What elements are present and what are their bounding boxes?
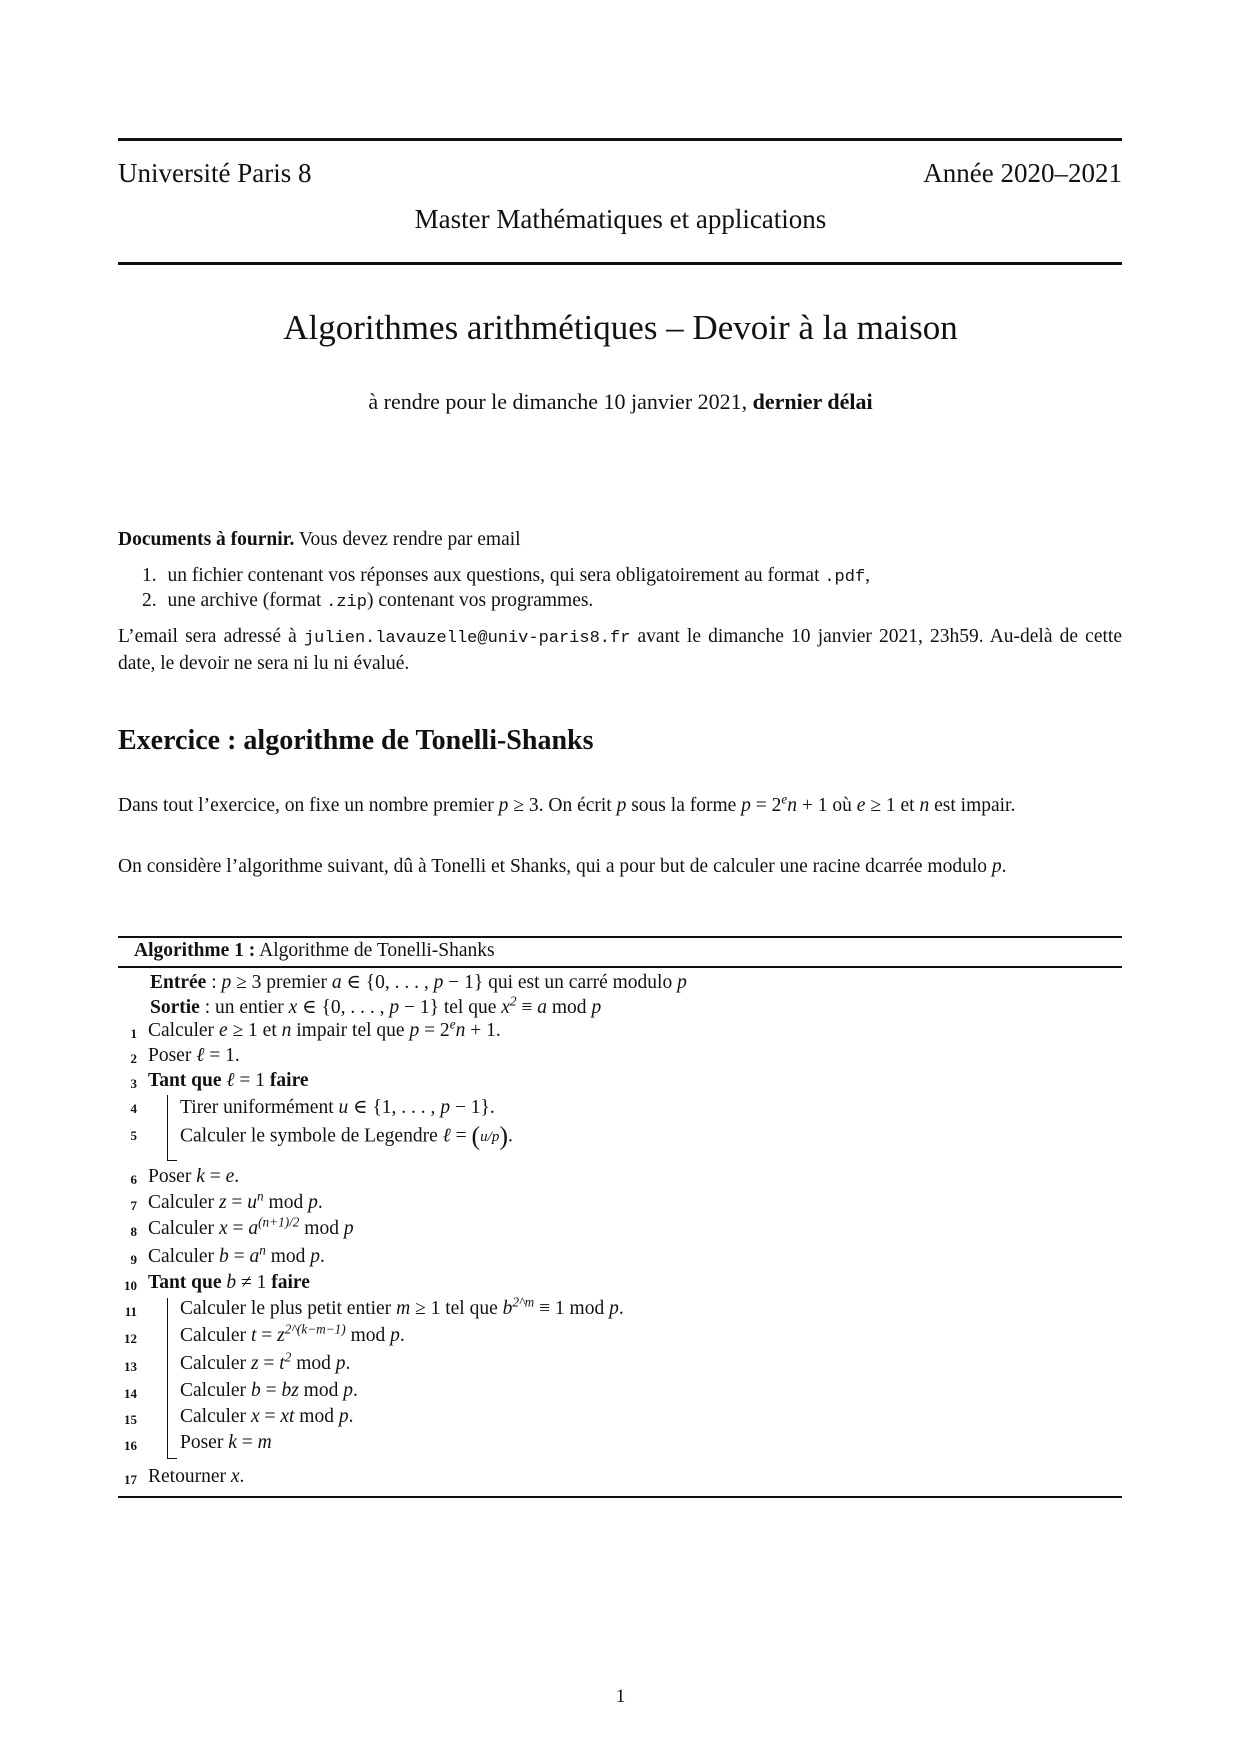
text-run: Tant que bbox=[148, 1070, 222, 1091]
text-run: : un entier bbox=[199, 997, 289, 1018]
text-run: ≠ 1 bbox=[236, 1272, 272, 1293]
math-symbol: ℓ bbox=[196, 1045, 205, 1066]
line-number: 17 bbox=[124, 1472, 137, 1487]
university-name: Université Paris 8 bbox=[118, 158, 312, 188]
math-symbol: p bbox=[343, 1380, 353, 1401]
text-run: .zip bbox=[326, 593, 367, 612]
math-symbol: n bbox=[787, 795, 798, 816]
document-title: Algorithmes arithmétiques – Devoir à la maison bbox=[283, 308, 958, 347]
text-run: faire bbox=[269, 1070, 309, 1091]
text-run: mod bbox=[263, 1192, 309, 1213]
math-symbol: p bbox=[335, 1353, 346, 1374]
text-run: ≡ 1 mod bbox=[534, 1298, 610, 1319]
line-number: 16 bbox=[124, 1438, 137, 1453]
text-run: Algorithme 1 : bbox=[134, 940, 256, 961]
line-number: 7 bbox=[130, 1198, 137, 1213]
math-symbol: p bbox=[221, 972, 232, 993]
text-run: ≥ 3 premier bbox=[231, 972, 332, 993]
text-run: . bbox=[345, 1353, 351, 1374]
text-run: dernier délai bbox=[752, 389, 873, 414]
math-symbol: e bbox=[218, 1020, 228, 1041]
text-run: Poser bbox=[180, 1432, 229, 1453]
text-run: Dans tout l’exercice, on fixe un nombre premier bbox=[118, 795, 499, 816]
algorithm-caption bbox=[134, 940, 495, 962]
line-number: 14 bbox=[124, 1386, 137, 1401]
text-run: Documents à fournir. bbox=[118, 529, 295, 550]
text-run: ∈ {0, . . . , bbox=[297, 997, 390, 1018]
exercise-paragraph-1 bbox=[118, 793, 1122, 818]
documents-list-item bbox=[142, 563, 870, 590]
line-number: 5 bbox=[130, 1128, 137, 1143]
documents-list-item bbox=[142, 588, 593, 615]
superscript: e bbox=[781, 791, 788, 807]
math-symbol: n bbox=[281, 1020, 292, 1041]
math-symbol: z bbox=[218, 1192, 227, 1213]
superscript: 2^(k−m−1) bbox=[284, 1321, 346, 1337]
documents-intro bbox=[118, 527, 521, 552]
text-run: Calculer bbox=[148, 1192, 219, 1213]
algorithm-bottom-rule bbox=[118, 1496, 1122, 1498]
list-number: 1. bbox=[142, 565, 157, 586]
text-run: = bbox=[226, 1192, 248, 1213]
text-run: . bbox=[508, 1125, 513, 1147]
text-run: un fichier contenant vos réponses aux questions, qui sera obligatoirement au format bbox=[167, 565, 825, 586]
text-run: Tant que bbox=[148, 1272, 222, 1293]
line-number: 8 bbox=[130, 1224, 137, 1239]
line-text bbox=[148, 1070, 309, 1092]
math-symbol: u bbox=[247, 1192, 258, 1213]
math-symbol: p bbox=[440, 1097, 451, 1118]
line-text bbox=[180, 1406, 353, 1428]
superscript: 2 bbox=[509, 993, 517, 1009]
loop-bar bbox=[167, 1095, 168, 1160]
list-text bbox=[168, 565, 871, 586]
text-run: mod bbox=[294, 1406, 339, 1427]
text-run: mod bbox=[298, 1380, 344, 1401]
math-symbol: m bbox=[396, 1298, 411, 1319]
superscript: 2 bbox=[284, 1349, 292, 1365]
deadline-subtitle bbox=[0, 389, 1241, 415]
text-run: Entrée bbox=[150, 972, 207, 993]
math-symbol: b bbox=[502, 1298, 513, 1319]
math-symbol: e bbox=[225, 1166, 235, 1187]
text-run: . bbox=[399, 1325, 405, 1346]
list-number: 2. bbox=[142, 590, 157, 611]
algorithm-output bbox=[150, 995, 601, 1019]
line-number: 15 bbox=[124, 1412, 137, 1427]
text-run: − 1} tel que bbox=[399, 997, 502, 1018]
math-symbol: p bbox=[310, 1246, 320, 1267]
text-run: Vous devez rendre par email bbox=[294, 529, 521, 550]
line-number: 6 bbox=[130, 1172, 137, 1187]
text-run: . bbox=[1001, 856, 1007, 877]
text-run: à rendre pour le dimanche 10 janvier 2021, bbox=[368, 389, 753, 414]
math-symbol: p bbox=[433, 972, 444, 993]
text-run: L’email sera adressé à bbox=[118, 626, 304, 647]
math-symbol: m bbox=[257, 1432, 272, 1453]
line-number: 10 bbox=[124, 1278, 137, 1293]
line-number: 1 bbox=[130, 1026, 137, 1041]
text-run: mod bbox=[265, 1246, 311, 1267]
right-paren: ) bbox=[499, 1122, 508, 1151]
math-symbol: ℓ bbox=[442, 1125, 451, 1147]
legendre-symbol bbox=[471, 1122, 508, 1151]
academic-year: Année 2020–2021 bbox=[923, 158, 1122, 188]
math-symbol: p bbox=[591, 997, 602, 1018]
math-symbol: xt bbox=[280, 1406, 295, 1427]
line-text bbox=[148, 1016, 501, 1042]
text-run: ≥ 1 tel que bbox=[410, 1298, 503, 1319]
math-symbol: p bbox=[741, 795, 751, 816]
legendre-fraction: u/p bbox=[480, 1128, 500, 1145]
exercise-paragraph-2 bbox=[118, 854, 1122, 879]
text-run: mod bbox=[345, 1325, 391, 1346]
math-symbol: z bbox=[277, 1325, 285, 1346]
line-text bbox=[148, 1242, 325, 1268]
loop-bar-end bbox=[167, 1458, 177, 1459]
algorithm-top-rule bbox=[118, 936, 1122, 938]
line-number: 11 bbox=[124, 1304, 137, 1319]
math-symbol: x bbox=[501, 997, 510, 1018]
line-text bbox=[180, 1321, 405, 1347]
text-run: . bbox=[239, 1466, 245, 1487]
math-symbol: p bbox=[409, 1020, 420, 1041]
math-symbol: p bbox=[498, 795, 509, 816]
text-run: . bbox=[234, 1166, 240, 1187]
line-text bbox=[148, 1466, 244, 1488]
math-symbol: b bbox=[226, 1272, 237, 1293]
text-run: . bbox=[319, 1246, 325, 1267]
superscript: 2^m bbox=[512, 1294, 535, 1310]
math-symbol: bz bbox=[281, 1380, 299, 1401]
text-run: = 1 bbox=[234, 1070, 270, 1091]
text-run: Sortie bbox=[150, 997, 200, 1018]
text-run: Calculer bbox=[180, 1353, 251, 1374]
text-run: Retourner bbox=[148, 1466, 231, 1487]
superscript: e bbox=[449, 1016, 456, 1032]
text-run: : bbox=[206, 972, 222, 993]
math-symbol: p bbox=[338, 1406, 349, 1427]
loop-bar-end bbox=[167, 1160, 177, 1161]
text-run: − 1}. bbox=[450, 1097, 495, 1118]
text-run: Algorithme de Tonelli-Shanks bbox=[255, 940, 495, 961]
text-run: Calculer bbox=[148, 1246, 219, 1267]
math-symbol: x bbox=[250, 1406, 260, 1427]
text-run: = bbox=[260, 1380, 282, 1401]
text-run: Poser bbox=[148, 1166, 197, 1187]
superscript: (n+1)/2 bbox=[258, 1214, 300, 1230]
math-symbol: a bbox=[331, 972, 342, 993]
program-name: Master Mathématiques et applications bbox=[414, 204, 827, 234]
math-symbol: b bbox=[218, 1246, 229, 1267]
line-text bbox=[148, 1045, 240, 1067]
text-run: sous la forme bbox=[626, 795, 742, 816]
text-run: = 2 bbox=[419, 1020, 450, 1041]
algorithm-caption-rule bbox=[118, 966, 1122, 968]
text-run: . bbox=[317, 1192, 323, 1213]
line-text bbox=[148, 1272, 310, 1294]
page-number: 1 bbox=[615, 1686, 626, 1707]
text-run: + 1 où bbox=[797, 795, 857, 816]
text-run: avant le dimanche 10 janvier 2021, 23h59. Au-delà de cette date, le devoir ne sera ni lu ni évalué. bbox=[118, 626, 1122, 674]
line-text bbox=[180, 1349, 351, 1375]
text-run: = 2 bbox=[750, 795, 782, 816]
header-bottom-rule bbox=[118, 262, 1122, 265]
text-run: faire bbox=[271, 1272, 310, 1293]
line-text bbox=[180, 1380, 358, 1402]
math-symbol: t bbox=[279, 1353, 285, 1374]
math-symbol: b bbox=[250, 1380, 261, 1401]
text-run: = bbox=[236, 1432, 258, 1453]
algorithm-input bbox=[150, 970, 687, 994]
math-symbol: x bbox=[218, 1218, 228, 1239]
text-run: On considère l’algorithme suivant, dû à Tonelli et Shanks, qui a pour but de calculer une racine dcarrée modulo bbox=[118, 856, 992, 877]
line-number: 13 bbox=[124, 1359, 137, 1374]
math-symbol: n bbox=[919, 795, 930, 816]
text-run: . bbox=[352, 1380, 358, 1401]
text-run: = bbox=[450, 1125, 472, 1147]
text-run: . bbox=[348, 1406, 354, 1427]
line-text bbox=[148, 1188, 323, 1214]
math-symbol: a bbox=[248, 1218, 259, 1239]
email-paragraph bbox=[118, 624, 1122, 676]
math-symbol: p bbox=[616, 795, 627, 816]
text-run: Calculer bbox=[148, 1218, 219, 1239]
math-symbol: a bbox=[249, 1246, 260, 1267]
text-run: .pdf bbox=[824, 568, 866, 587]
exercise-heading: Exercice : algorithme de Tonelli-Shanks bbox=[118, 725, 594, 756]
line-text bbox=[148, 1166, 239, 1188]
text-run: ∈ {0, . . . , bbox=[341, 972, 434, 993]
math-symbol: p bbox=[677, 972, 687, 993]
text-run: une archive (format bbox=[167, 590, 327, 611]
text-run: − 1} qui est un carré modulo bbox=[443, 972, 678, 993]
line-number: 12 bbox=[124, 1331, 137, 1346]
text-run: ≡ bbox=[516, 997, 538, 1018]
text-run: Calculer bbox=[148, 1020, 219, 1041]
text-run: + 1. bbox=[465, 1020, 501, 1041]
text-run: Calculer le plus petit entier bbox=[180, 1298, 397, 1319]
math-symbol: a bbox=[537, 997, 548, 1018]
math-symbol: k bbox=[196, 1166, 205, 1187]
line-number: 3 bbox=[130, 1076, 137, 1091]
text-run: impair tel que bbox=[291, 1020, 410, 1041]
header-top-rule bbox=[118, 138, 1122, 141]
text-run: = bbox=[227, 1218, 249, 1239]
text-run: Calculer bbox=[180, 1406, 251, 1427]
text-run: ) contenant vos programmes. bbox=[366, 590, 594, 611]
line-text bbox=[148, 1214, 354, 1240]
math-symbol: t bbox=[250, 1325, 257, 1346]
left-paren: ( bbox=[471, 1122, 481, 1151]
text-run: Calculer bbox=[180, 1325, 251, 1346]
text-run: mod bbox=[291, 1353, 336, 1374]
math-symbol: k bbox=[228, 1432, 237, 1453]
list-text bbox=[168, 590, 594, 611]
math-symbol: p bbox=[343, 1218, 354, 1239]
text-run: ≥ 1 et bbox=[227, 1020, 282, 1041]
math-symbol: ℓ bbox=[226, 1070, 235, 1091]
text-run: Calculer le symbole de Legendre bbox=[180, 1125, 443, 1147]
superscript: n bbox=[259, 1242, 266, 1258]
text-run: mod bbox=[299, 1218, 344, 1239]
math-symbol: e bbox=[856, 795, 866, 816]
text-run: Calculer bbox=[180, 1380, 251, 1401]
math-symbol: p bbox=[991, 856, 1002, 877]
text-run: = bbox=[259, 1406, 281, 1427]
line-number: 2 bbox=[130, 1051, 137, 1066]
line-text bbox=[180, 1122, 513, 1152]
text-run: Poser bbox=[148, 1045, 197, 1066]
text-run: , bbox=[865, 565, 871, 586]
math-symbol: p bbox=[308, 1192, 318, 1213]
line-text bbox=[180, 1432, 272, 1454]
text-run: ∈ {1, . . . , bbox=[348, 1097, 441, 1118]
text-run: ≥ 1 et bbox=[865, 795, 920, 816]
text-run: = bbox=[256, 1325, 278, 1346]
math-symbol: p bbox=[389, 997, 400, 1018]
text-run: . bbox=[618, 1298, 624, 1319]
text-run: = bbox=[258, 1353, 280, 1374]
line-number: 9 bbox=[130, 1252, 137, 1267]
superscript: n bbox=[257, 1188, 264, 1204]
math-symbol: x bbox=[288, 997, 298, 1018]
line-text bbox=[180, 1294, 624, 1320]
text-run: est impair. bbox=[929, 795, 1016, 816]
math-symbol: x bbox=[230, 1466, 240, 1487]
text-run: = bbox=[228, 1246, 250, 1267]
line-number: 4 bbox=[130, 1101, 137, 1116]
text-run: mod bbox=[547, 997, 592, 1018]
math-symbol: p bbox=[609, 1298, 619, 1319]
math-symbol: n bbox=[455, 1020, 466, 1041]
math-symbol: u bbox=[338, 1097, 349, 1118]
line-text bbox=[180, 1095, 495, 1119]
text-run: = 1. bbox=[204, 1045, 240, 1066]
math-symbol: p bbox=[390, 1325, 400, 1346]
loop-bar bbox=[167, 1298, 168, 1458]
text-run: = bbox=[204, 1166, 226, 1187]
text-run: Tirer uniformément bbox=[180, 1097, 339, 1118]
text-run: ≥ 3. On écrit bbox=[508, 795, 617, 816]
text-run: julien.lavauzelle@univ-paris8.fr bbox=[303, 629, 631, 648]
math-symbol: z bbox=[250, 1353, 259, 1374]
